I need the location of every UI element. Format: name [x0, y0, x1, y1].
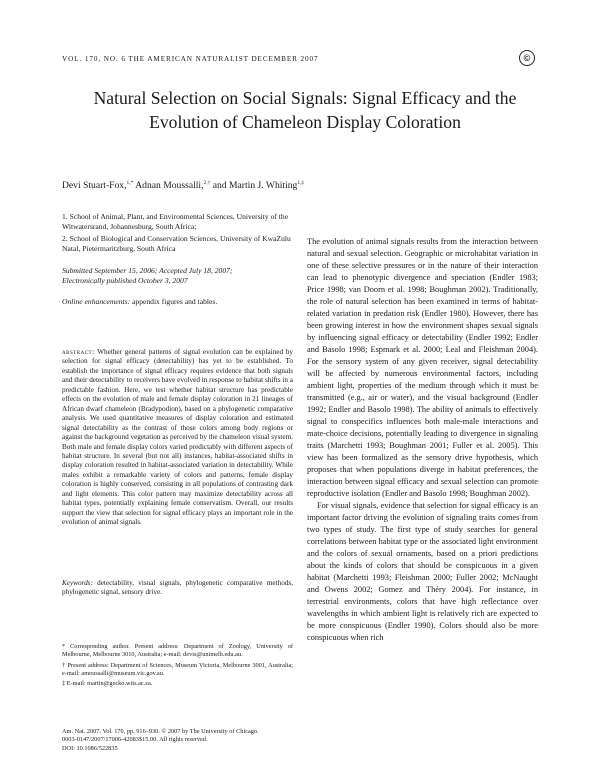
- submission-dates-line: Electronically published October 3, 2007: [62, 276, 188, 285]
- footnote: * Corresponding author. Present address: Department of Zoology, University of Melbourne, Melbourne 3010, Australia; e-mail: devis@unimelb.edu.au.: [62, 643, 293, 659]
- publication-info-line: Am. Nat. 2007. Vol. 170, pp. 916–930. © 2007 by The University of Chicago.: [62, 728, 259, 735]
- affiliation-item: 1. School of Animal, Plant, and Environmental Sciences, University of the Witwatersrand, Johannesburg, South Africa;: [62, 212, 289, 231]
- footnote: † Present address: Department of Sciences, Museum Victoria, Melbourne 3001, Australia; e-mail: amoussalli@museum.vic.gov.au.: [62, 661, 293, 677]
- body-text-column: [307, 236, 538, 644]
- author-name: and Martin J. Whiting: [212, 180, 298, 192]
- online-enhancements-label: Online enhancements:: [62, 297, 131, 306]
- author-name: Adnan Moussalli,: [135, 180, 204, 192]
- submission-dates: [62, 266, 292, 286]
- copyright-logo-icon: ©: [519, 50, 535, 66]
- online-enhancements: [62, 297, 302, 307]
- body-paragraph: For visual signals, evidence that selection for signal efficacy is an important factor driving the evolution of signaling traits comes from two types of study. The first type of study searches for general correlations between habitat type or the associated light environment and the colors of sexual ornaments, based on a priori predictions about the kinds of colors that should be conspicuous in a given habitat (Marchetti 1993; Fleishman 2000; Fuller 2002; McNaught and Owens 2002; Gomez and Théry 2004). For instance, in terrestrial environments, colors that have high reflectance over wavelengths in which ambient light is relatively rich are expected to be more conspicuous (Endler 1990). Colors should also be more conspicuous when rich: [307, 501, 538, 642]
- submission-dates-line: Submitted September 15, 2006; Accepted July 18, 2007;: [62, 266, 233, 275]
- publication-info: [62, 728, 293, 753]
- journal-header: VOL. 170, NO. 6 THE AMERICAN NATURALIST DECEMBER 2007: [62, 55, 319, 63]
- abstract-text: Whether general patterns of signal evolution can be explained by selection for signal efficacy (detectability) has yet to be established. To establish the importance of signal efficacy requires evidence that both signals and their detectability to receivers have evolved in response to habitat shifts in a predictable fashion. Here, we test whether habitat structure has predictable effects on the evolution of male and female display coloration in 21 lineages of African dwarf chameleon (Bradypodion), based on a phylogenetic comparative analysis. We used quantitative measures of display coloration and estimated signal detectability as the contrast of those colors among body regions or against the background vegetation as perceived by the chameleon visual system. Both male and female display colors varied predictably with different aspects of habitat structure. In several (but not all) instances, habitat-associated shifts in display coloration resulted in habitat-associated variation in detectability. While males exhibit a remarkable variety of colors and patterns, female display coloration is highly conserved, consisting in all populations of contrasting dark and light elements. This color pattern may maximize detectability across all habitat types, potentially explaining female conservatism. Overall, our results support the view that selection for signal efficacy plays an important role in the evolution of animal signals.: [62, 348, 293, 527]
- publication-info-line: 0003-0147/2007/17006-42083$15.00. All rights reserved.: [62, 736, 208, 744]
- author-list: [62, 180, 462, 191]
- online-enhancements-text: appendix figures and tables.: [130, 297, 218, 306]
- keywords: [62, 579, 293, 598]
- author-affil-mark: 1,*: [126, 180, 134, 186]
- keywords-text: detectability, visual signals, phylogenetic comparative methods, phylogenetic signal, sensory drive.: [62, 579, 293, 597]
- author-affil-mark: 1,‡: [297, 180, 305, 186]
- footnotes: [62, 643, 293, 690]
- author-name: Devi Stuart-Fox,: [62, 180, 127, 192]
- body-paragraph: The evolution of animal signals results from the interaction between natural and sexual selection. Geographic or microhabitat variation in one of these selective pressures or in the nature of their interaction can lead to phenotypic divergence and speciation (Endler 1983; Price 1998; van Doorn et al. 1998; Boughman 2002). Traditionally, the role of natural selection has been examined in terms of habitat-related variation in predation risk (Endler 1980). However, there has been growing interest in how the environment shapes sexual signals by influencing signal efficacy or detectability (Endler 1992; Endler and Basolo 1998; Espmark et al. 2000; Leal and Fleishman 2004). For the sensory system of any given receiver, signal detectability will be affected by numerous environmental factors, including ambient light, properties of the medium through which it must be transmitted (e.g., air or water), and the visual background (Endler 1992; Endler and Basolo 1998). The ability of animals to effectively signal to conspecifics influences both male-male interactions and mate-choice decisions, potentially leading to divergence in signaling traits (Marchetti 1993; Boughman 2001; Fuller et al. 2005). This view has been formalized as the sensory drive hypothesis, which proposes that when populations diverge in habitat preferences, the interaction between signal efficacy and sexual selection can promote reproductive isolation (Endler and Basolo 1998; Boughman 2002).: [307, 237, 538, 498]
- article-title: Natural Selection on Social Signals: Signal Efficacy and the Evolution of Chameleon Display Coloration: [93, 88, 517, 132]
- abstract: [62, 348, 293, 528]
- keywords-label: Keywords:: [62, 579, 93, 587]
- author-affil-mark: 2,†: [203, 180, 211, 186]
- doi-line: DOI: 10.1086/522835: [62, 744, 118, 752]
- affiliation-item: 2. School of Biological and Conservation Sciences, University of KwaZulu Natal, Pietermaritzburg, South Africa: [62, 234, 291, 253]
- footnote: ‡ E-mail: martin@gecko.wits.ac.za.: [62, 680, 153, 688]
- abstract-label: abstract:: [62, 348, 95, 356]
- affiliations: [62, 212, 292, 256]
